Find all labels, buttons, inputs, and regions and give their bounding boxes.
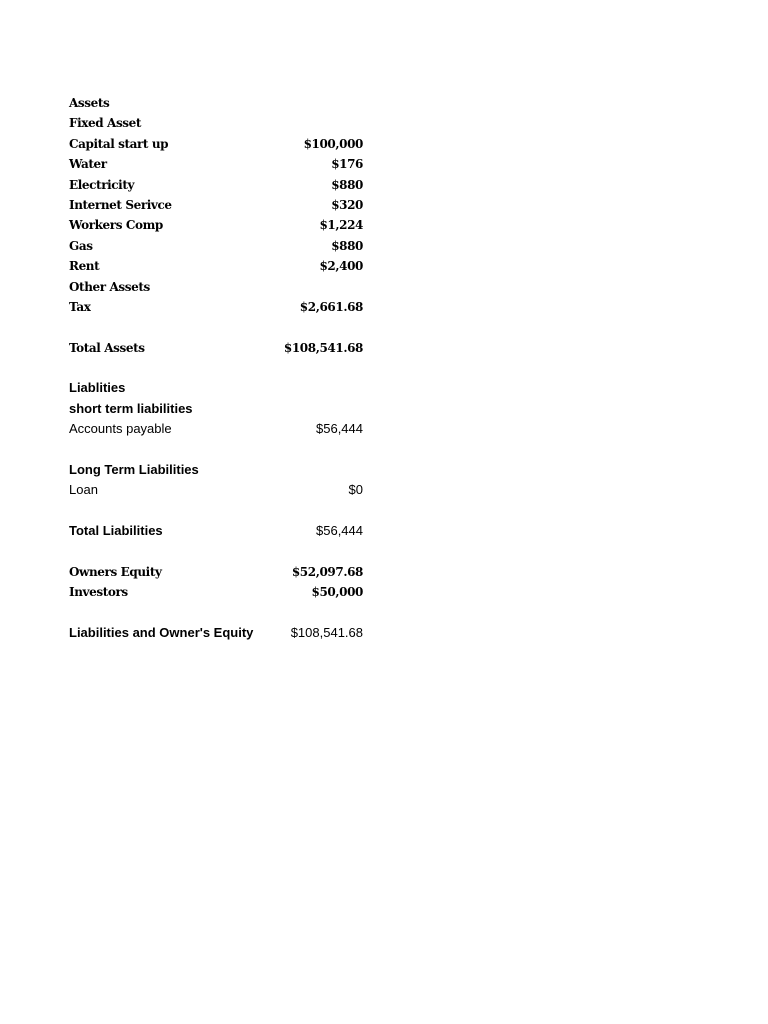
asset-label: Rent: [69, 259, 100, 274]
asset-label: Electricity: [69, 177, 135, 192]
asset-row-gas: [69, 236, 365, 256]
owners-equity-label: Owners Equity: [69, 564, 162, 579]
liabilities-and-equity-label: Liabilities and Owner's Equity: [69, 625, 254, 641]
total-assets-value: $108,541.68: [283, 340, 363, 355]
asset-label: Water: [69, 157, 107, 172]
fixed-asset-heading-row: [69, 113, 365, 133]
liabilities-heading-row: [69, 378, 365, 398]
liability-row-accounts-payable: [69, 419, 365, 439]
asset-label: Workers Comp: [69, 218, 163, 233]
other-assets-heading-row: [69, 277, 365, 297]
asset-label: Tax: [69, 299, 91, 314]
asset-label: Gas: [69, 238, 93, 253]
liability-label: Loan: [69, 482, 98, 498]
asset-row-rent: [69, 256, 365, 276]
long-term-heading-row: [69, 460, 365, 480]
asset-value: $2,400: [319, 259, 363, 274]
liability-label: Accounts payable: [69, 421, 172, 437]
liability-row-loan: [69, 480, 365, 500]
asset-value: $100,000: [303, 136, 363, 151]
assets-heading-row: [69, 93, 365, 113]
spacer-row: [69, 358, 365, 378]
total-liabilities-row: [69, 521, 365, 541]
total-assets-row: [69, 338, 365, 358]
asset-row-workers-comp: [69, 215, 365, 235]
liability-value: $0: [348, 482, 363, 498]
asset-value: $2,661.68: [299, 299, 363, 314]
other-assets-heading: Other Assets: [69, 279, 150, 294]
asset-row-internet-service: [69, 195, 365, 215]
asset-value: $320: [331, 197, 363, 212]
spacer-row: [69, 501, 365, 521]
asset-value: $880: [331, 238, 363, 253]
liabilities-heading: Liablities: [69, 380, 126, 396]
liabilities-and-equity-value: $108,541.68: [290, 625, 363, 641]
liability-value: $56,444: [316, 421, 363, 437]
asset-value: $1,224: [319, 218, 363, 233]
liabilities-and-equity-row: [69, 623, 365, 643]
asset-value: $176: [331, 157, 363, 172]
total-liabilities-value: $56,444: [316, 523, 363, 539]
asset-row-capital-start-up: [69, 134, 365, 154]
owners-equity-row: [69, 562, 365, 582]
investors-label: Investors: [69, 585, 128, 600]
asset-value: $880: [331, 177, 363, 192]
investors-value: $50,000: [311, 585, 363, 600]
asset-row-water: [69, 154, 365, 174]
spacer-row: [69, 603, 365, 623]
investors-row: [69, 582, 365, 602]
asset-label: Internet Serivce: [69, 197, 172, 212]
asset-row-electricity: [69, 175, 365, 195]
short-term-heading-row: [69, 399, 365, 419]
total-liabilities-label: Total Liabilities: [69, 523, 163, 539]
spacer-row: [69, 542, 365, 562]
long-term-heading: Long Term Liabilities: [69, 462, 199, 478]
assets-heading: Assets: [69, 96, 110, 110]
total-assets-label: Total Assets: [69, 340, 145, 355]
short-term-heading: short term liabilities: [69, 400, 193, 416]
spacer-row: [69, 440, 365, 460]
asset-label: Capital start up: [69, 136, 169, 151]
balance-sheet: [69, 93, 365, 644]
owners-equity-value: $52,097.68: [291, 564, 363, 579]
fixed-asset-heading: Fixed Asset: [69, 116, 142, 131]
spacer-row: [69, 317, 365, 337]
asset-row-tax: [69, 297, 365, 317]
